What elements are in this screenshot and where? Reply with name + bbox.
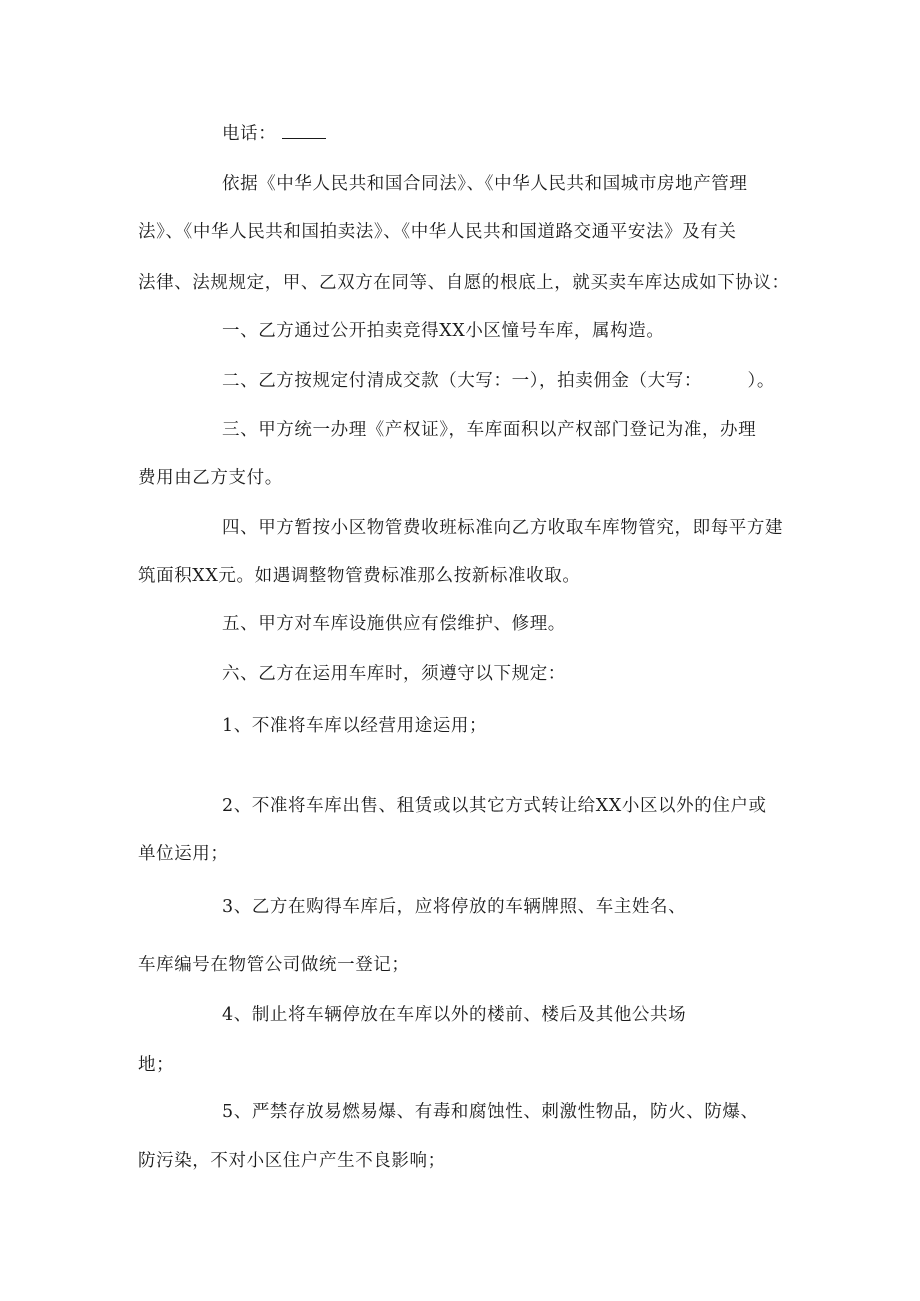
rule-3-cont bbox=[138, 953, 410, 977]
rule-1 bbox=[222, 714, 487, 738]
rule-5-cont bbox=[138, 1149, 446, 1173]
clause-6 bbox=[222, 662, 566, 686]
rule-2-cont bbox=[138, 842, 229, 866]
text-line-3: 法律、法规规定，甲、乙双方在同等、自愿的根底上，就买卖车库达成如下协议： bbox=[138, 273, 790, 293]
text-line-8: 四、甲方暂按小区物管费收班标准向乙方收取车库物管究，即每平方建 bbox=[222, 518, 784, 538]
clause-1 bbox=[222, 319, 664, 343]
phone-label: 电话： bbox=[222, 124, 277, 144]
text-line-4: 一、乙方通过公开拍卖竞得XX小区憧号车库，属构造。 bbox=[222, 321, 665, 341]
text-line-2: 法》、《中华人民共和国拍卖法》、《中华人民共和国道路交通平安法》及有关 bbox=[138, 222, 737, 242]
clause-4 bbox=[222, 516, 783, 540]
text-line-17: 4、制止将车辆停放在车库以外的楼前、楼后及其他公共场 bbox=[222, 1005, 687, 1025]
clause-3 bbox=[222, 418, 756, 442]
text-line-11: 六、乙方在运用车库时，须遵守以下规定： bbox=[222, 664, 566, 684]
paragraph-line bbox=[138, 271, 790, 295]
clause-4-cont bbox=[138, 564, 580, 588]
clause-5 bbox=[222, 612, 566, 636]
paragraph-line bbox=[222, 172, 782, 196]
rule-2 bbox=[222, 794, 767, 818]
rule-4-cont bbox=[138, 1053, 174, 1077]
text-line-15: 3、乙方在购得车库后，应将停放的车辆牌照、车主姓名、 bbox=[222, 897, 687, 917]
text-line-13: 2、不准将车库出售、租赁或以其它方式转让给XX小区以外的住户或 bbox=[222, 796, 767, 816]
text-line-19: 5、严禁存放易燃易爆、有毒和腐蚀性、刺激性物品，防火、防爆、 bbox=[222, 1102, 759, 1122]
phone-blank bbox=[282, 124, 326, 139]
rule-4 bbox=[222, 1003, 686, 1027]
phone-line bbox=[222, 122, 326, 146]
text-line-16: 车库编号在物管公司做统一登记； bbox=[138, 955, 410, 975]
clause-3-cont bbox=[138, 466, 283, 490]
text-line-7: 费用由乙方支付。 bbox=[138, 468, 283, 488]
text-line-6: 三、甲方统一办理《产权证》，车库面积以产权部门登记为准，办理 bbox=[222, 420, 757, 440]
text-line-18: 地； bbox=[138, 1055, 175, 1075]
rule-3 bbox=[222, 895, 686, 919]
text-line-5: 二、乙方按规定付清成交款（大写：一），拍卖佣金（大写： ）。 bbox=[222, 371, 775, 391]
text-line-12: 1、不准将车库以经营用途运用； bbox=[222, 716, 488, 736]
text-line-14: 单位运用； bbox=[138, 844, 229, 864]
clause-2 bbox=[222, 369, 775, 393]
paragraph-line bbox=[138, 220, 737, 244]
rule-5 bbox=[222, 1100, 759, 1124]
text-line-1: 依据《中华人民共和国合同法》、《中华人民共和国城市房地产管理 bbox=[222, 174, 748, 194]
text-line-20: 防污染，不对小区住户产生不良影响； bbox=[138, 1151, 446, 1171]
text-line-10: 五、甲方对车库设施供应有偿维护、修理。 bbox=[222, 614, 566, 634]
text-line-9: 筑面积XX元。如遇调整物管费标准那么按新标准收取。 bbox=[138, 566, 581, 586]
